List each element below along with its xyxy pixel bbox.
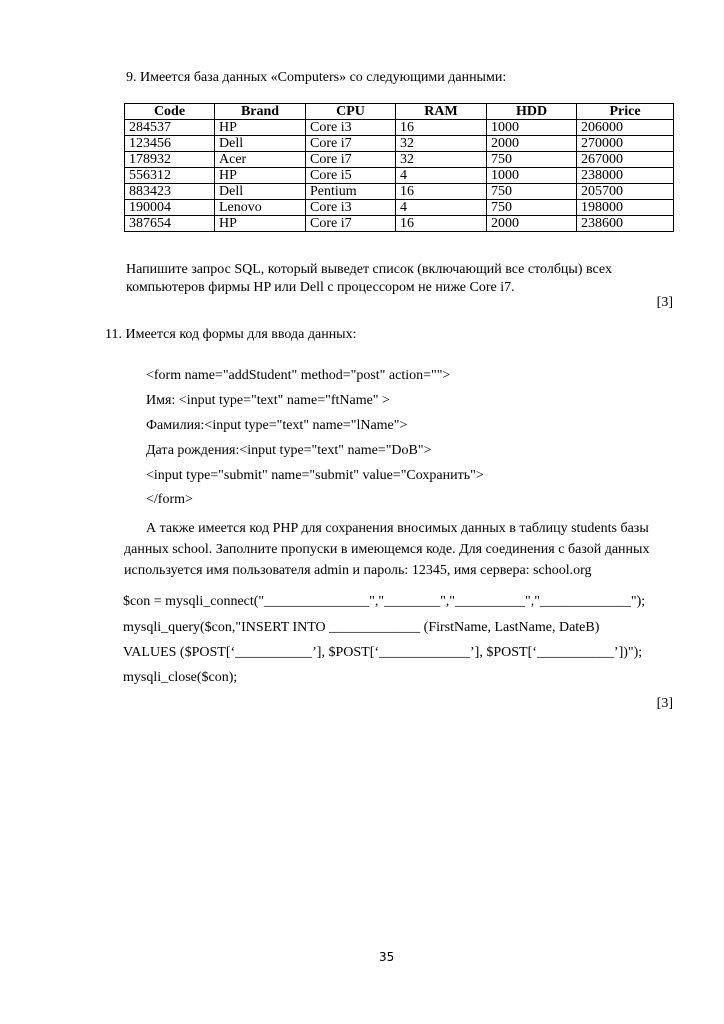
table-cell: Dell (215, 136, 306, 152)
table-cell: 1000 (487, 168, 577, 184)
question-9-task: Напишите запрос SQL, который выведет список (включающий все столбцы) всех компьютеров фирмы HP или Dell с процессором не ниже Core i7. (126, 262, 612, 295)
table-cell: Lenovo (215, 200, 306, 216)
table-cell: 750 (487, 152, 577, 168)
question-11-score: [3] (656, 696, 673, 711)
table-cell: 4 (396, 168, 487, 184)
php-code-line: $con = mysqli_connect("_______________","________","__________","_____________"); (123, 594, 646, 609)
table-cell: Core i7 (306, 152, 396, 168)
table-cell: Core i5 (306, 168, 396, 184)
table-cell: HP (215, 168, 306, 184)
table-row (125, 136, 674, 152)
table-cell: 1000 (487, 120, 577, 136)
form-code-line: <input type="submit" name="submit" value="Сохранить"> (146, 468, 484, 483)
table-row (125, 200, 674, 216)
table-cell: 883423 (125, 184, 215, 200)
column-header: Price (577, 104, 674, 120)
table-row (125, 120, 674, 136)
table-cell: Pentium (306, 184, 396, 200)
question-9-score: [3] (656, 295, 673, 310)
table-cell: 387654 (125, 216, 215, 232)
table-cell: 267000 (577, 152, 674, 168)
column-header: CPU (306, 104, 396, 120)
column-header: HDD (487, 104, 577, 120)
table-cell: HP (215, 120, 306, 136)
column-header: Brand (215, 104, 306, 120)
table-cell: 32 (396, 136, 487, 152)
table-cell: 32 (396, 152, 487, 168)
table-header-row (125, 104, 674, 120)
table-row (125, 184, 674, 200)
form-code-line: Дата рождения:<input type="text" name="DoB"> (146, 443, 432, 458)
table-cell: 270000 (577, 136, 674, 152)
table-cell: Core i7 (306, 216, 396, 232)
table-cell: 750 (487, 200, 577, 216)
column-header: RAM (396, 104, 487, 120)
php-code-line: mysqli_query($con,"INSERT INTO _____________ (FirstName, LastName, DateB) (123, 620, 600, 635)
table-cell: 123456 (125, 136, 215, 152)
form-code-line: <form name="addStudent" method="post" action=""> (146, 368, 451, 383)
table-cell: 206000 (577, 120, 674, 136)
form-code-line: Фамилия:<input type="text" name="lName"> (146, 418, 408, 433)
table-row (125, 168, 674, 184)
table-cell: 205700 (577, 184, 674, 200)
table-cell: 556312 (125, 168, 215, 184)
table-cell: 238600 (577, 216, 674, 232)
table-cell: 284537 (125, 120, 215, 136)
table-cell: Acer (215, 152, 306, 168)
page-number: 35 (379, 950, 395, 964)
table-cell: 16 (396, 216, 487, 232)
computers-table (124, 103, 674, 232)
table-cell: 2000 (487, 216, 577, 232)
table-cell: Core i7 (306, 136, 396, 152)
table-row (125, 152, 674, 168)
table-cell: 198000 (577, 200, 674, 216)
php-code-line: VALUES ($POST[‘___________’], $POST[‘_____________’], $POST[‘___________’])"); (123, 645, 643, 660)
table-cell: Dell (215, 184, 306, 200)
column-header: Code (125, 104, 215, 120)
table-cell: 190004 (125, 200, 215, 216)
question-11-paragraph: А также имеется код PHP для сохранения вносимых данных в таблицу students базы данных school. Заполните пропуски в имеющемся коде. Для соединения с базой данных используется имя пользователя admin и пароль: 12345, имя сервера: school.org (124, 521, 650, 578)
table-cell: 178932 (125, 152, 215, 168)
table-cell: 750 (487, 184, 577, 200)
question-11-title: 11. Имеется код формы для ввода данных: (105, 327, 357, 342)
table-cell: 16 (396, 184, 487, 200)
table-row (125, 216, 674, 232)
php-code-line: mysqli_close($con); (123, 670, 238, 685)
table-cell: Core i3 (306, 200, 396, 216)
table-cell: 238000 (577, 168, 674, 184)
table-cell: HP (215, 216, 306, 232)
table-cell: Core i3 (306, 120, 396, 136)
form-code-line: Имя: <input type="text" name="ftName" > (146, 393, 390, 408)
form-code-line: </form> (146, 492, 193, 507)
table-cell: 4 (396, 200, 487, 216)
table-cell: 2000 (487, 136, 577, 152)
question-9-title: 9. Имеется база данных «Computers» со следующими данными: (126, 70, 507, 85)
table-cell: 16 (396, 120, 487, 136)
